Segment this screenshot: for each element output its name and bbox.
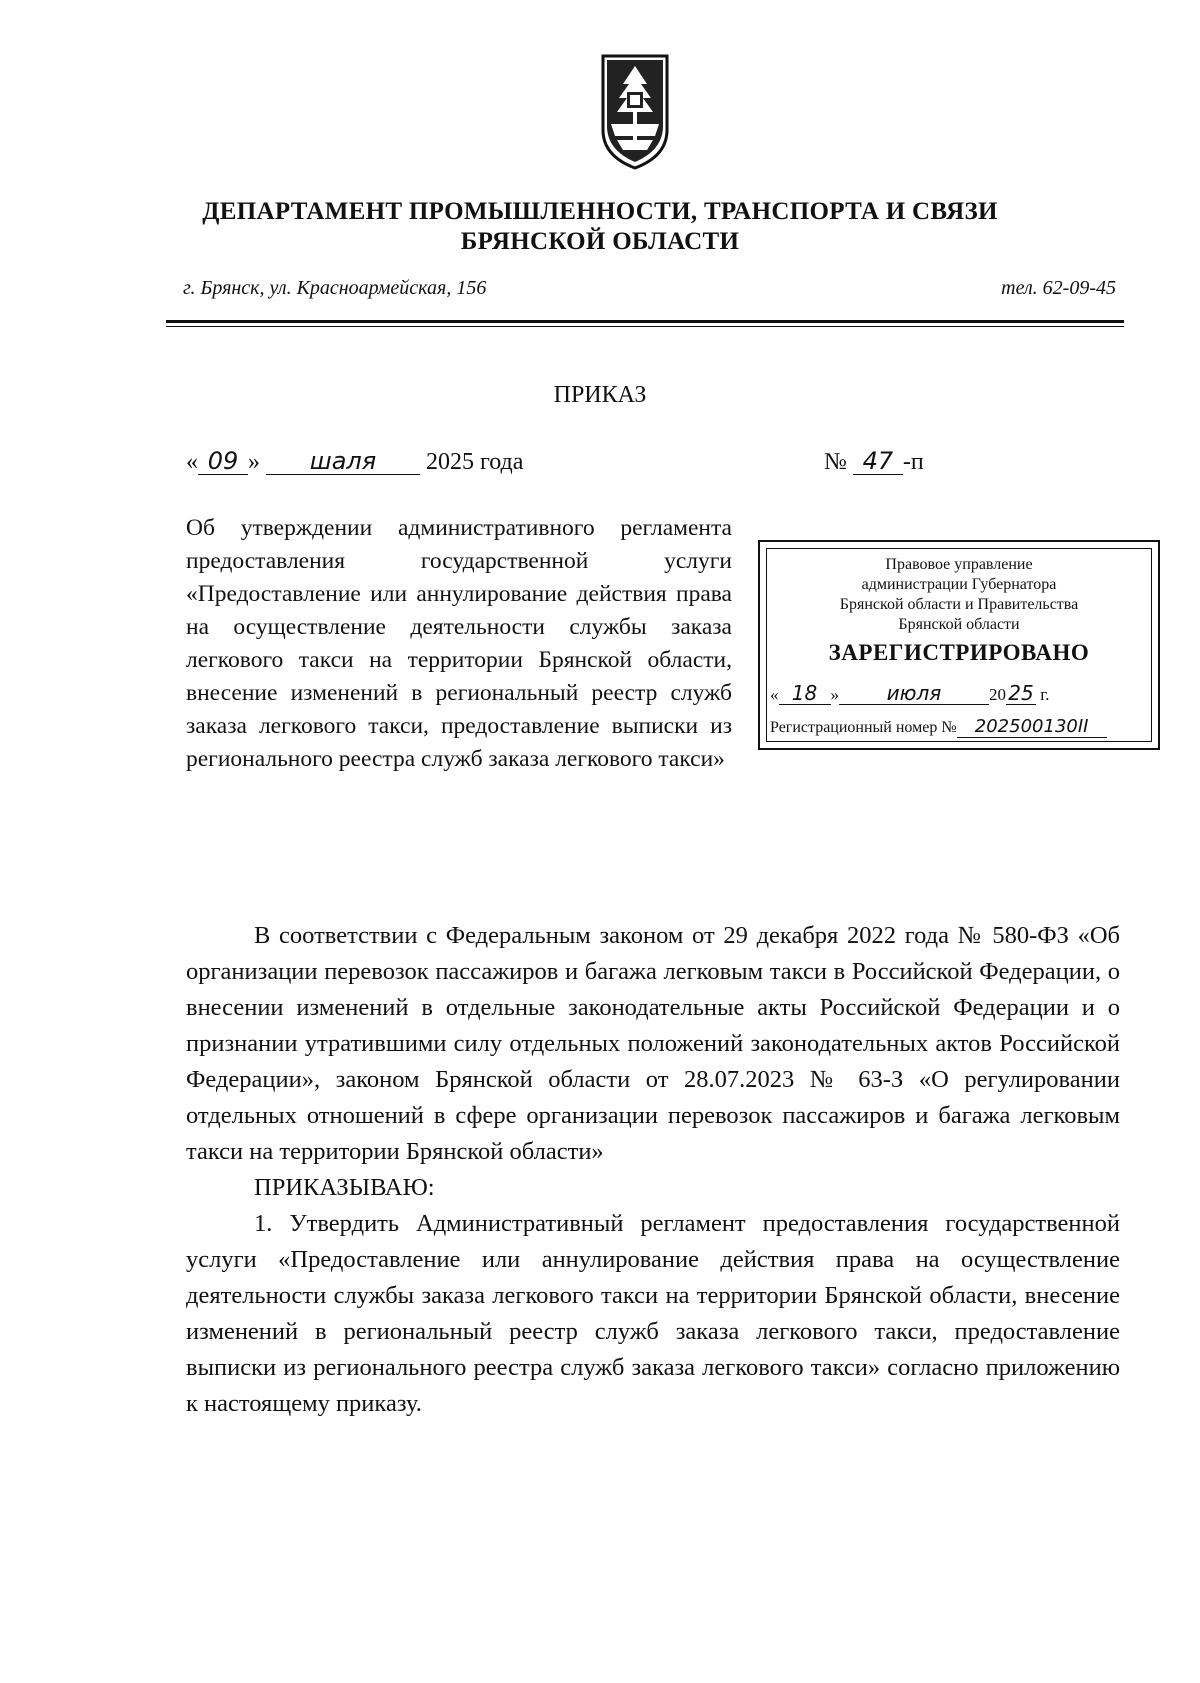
date-day: 09 [198, 448, 248, 475]
stamp-date-year-prefix: 20 [989, 685, 1006, 704]
order-body [186, 918, 1120, 1422]
number-value: 47 [853, 448, 903, 475]
stamp-line-2: администрации Губернатора [861, 576, 1057, 593]
header-divider-thick [166, 320, 1124, 323]
department-title: ДЕПАРТАМЕНТ ПРОМЫШЛЕННОСТИ, ТРАНСПОРТА И СВЯЗИ [202, 198, 998, 225]
stamp-date-open: « [770, 685, 779, 704]
department-phone: тел. 62-09-45 [1001, 277, 1116, 299]
stamp-line-4: Брянской области [898, 616, 1020, 633]
order-number [824, 448, 924, 476]
body-item-1: 1. Утвердить Административный регламент предоставления государственной услуги «Предоставление или аннулирование действия права на осуществление деятельности службы заказа легкового такси на территории Брянской области, внесение изменений в региональный реестр служб заказа легкового такси, предоставление выписки из регионального реестра служб заказа легкового такси» согласно приложению к настоящему приказу. [186, 1210, 1120, 1417]
body-order-word: ПРИКАЗЫВАЮ: [254, 1174, 435, 1201]
number-suffix: -п [902, 449, 924, 475]
department-region: БРЯНСКОЙ ОБЛАСТИ [460, 228, 740, 255]
date-close-quote: » [248, 449, 260, 475]
header-divider-thin [166, 326, 1124, 327]
date-month: шаля [266, 448, 420, 475]
date-year: 2025 года [426, 449, 524, 475]
body-preamble: В соответствии с Федеральным законом от 29 декабря 2022 года № 580-ФЗ «Об организации перевозок пассажиров и багажа легковым такси в Российской Федерации, о внесении изменений в отдельные законодательные акты Российской Федерации и о признании утратившими силу отдельных положений законодательных актов Российской Федерации», законом Брянской области от 28.07.2023 № 63-З «О регулировании отдельных отношений в сфере организации перевозок пассажиров и багажа легковым такси на территории Брянской области» [186, 922, 1120, 1165]
stamp-line-1: Правовое управление [885, 556, 1033, 573]
registration-stamp [758, 540, 1160, 750]
stamp-date-close: » [830, 685, 839, 704]
stamp-date [770, 682, 1050, 705]
department-address: г. Брянск, ул. Красноармейская, 156 [183, 277, 487, 299]
date-open-quote: « [186, 449, 198, 475]
document-title: ПРИКАЗ [553, 382, 647, 408]
stamp-regnum-value: 202500130II [957, 717, 1107, 738]
order-subject: Об утверждении административного регламента предоставления государственной услуги «Предоставление или аннулирование действия права на осуществление деятельности службы заказа легкового такси на территории Брянской области, внесение изменений в региональный реестр служб заказа легкового такси, предоставление выписки из регионального реестра служб заказа легкового такси» [186, 515, 732, 772]
stamp-registration-number [770, 717, 1107, 738]
coat-of-arms-icon [597, 52, 673, 172]
stamp-status: ЗАРЕГИСТРИРОВАНО [828, 640, 1090, 665]
stamp-date-month: июля [839, 682, 989, 705]
stamp-line-3: Брянской области и Правительства [839, 596, 1079, 613]
stamp-regnum-label: Регистрационный номер № [770, 719, 957, 736]
stamp-date-day: 18 [779, 682, 831, 705]
order-date [186, 448, 523, 476]
number-prefix: № [824, 449, 847, 475]
stamp-date-year-end: г. [1040, 685, 1050, 704]
stamp-date-year-suffix: 25 [1006, 682, 1036, 705]
